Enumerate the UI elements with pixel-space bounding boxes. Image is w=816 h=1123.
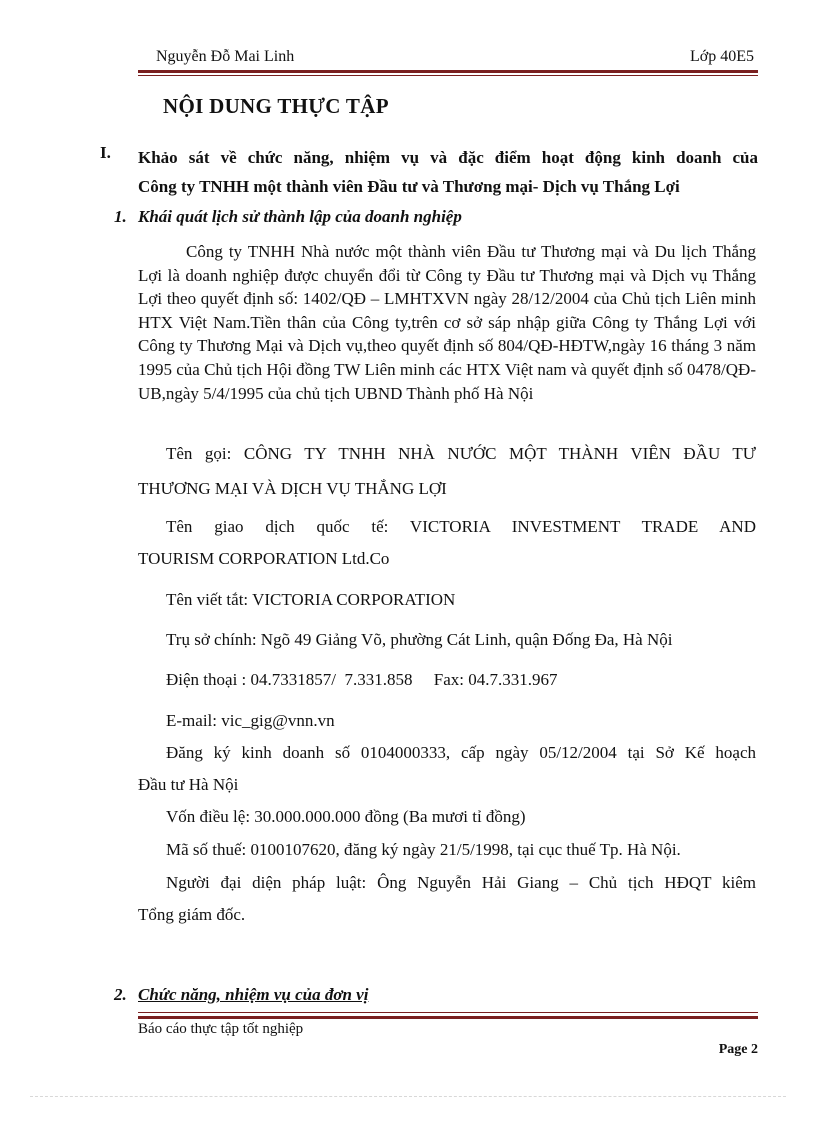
company-name-line1: Tên gọi: CÔNG TY TNHH NHÀ NƯỚC MỘT THÀNH VIÊN ĐẦU TƯ [166, 444, 756, 463]
subsection-heading: Khái quát lịch sử thành lập của doanh nghiệp [138, 207, 462, 226]
section-heading-line2: Công ty TNHH một thành viên Đầu tư và Thương mại- Dịch vụ Thắng Lợi [138, 177, 680, 196]
header-rule-thin [138, 75, 758, 76]
section-heading [138, 143, 758, 201]
header-rule-thick [138, 70, 758, 73]
charter-capital: Vốn điều lệ: 30.000.000.000 đồng (Ba mươi tỉ đồng) [166, 807, 526, 826]
representative-line2: Tổng giám đốc. [138, 905, 246, 924]
section-heading-line1: Khảo sát về chức năng, nhiệm vụ và đặc điểm hoạt động kinh doanh của [138, 148, 758, 167]
footer-rule-thin [138, 1012, 758, 1013]
intl-name-line2: TOURISM CORPORATION Ltd.Co [138, 549, 390, 568]
page-break-divider [30, 1096, 786, 1097]
footer-text: Báo cáo thực tập tốt nghiệp [138, 1021, 304, 1037]
subsection2-heading: Chức năng, nhiệm vụ của đơn vị [138, 985, 369, 1004]
company-name-line2: THƯƠNG MẠI VÀ DỊCH VỤ THẮNG LỢI [138, 479, 447, 498]
subsection2-number: 2. [114, 985, 127, 1004]
page-number: Page 2 [718, 1042, 758, 1057]
head-office-address: Trụ sở chính: Ngõ 49 Giảng Võ, phường Cát Linh, quận Đống Đa, Hà Nội [166, 630, 673, 649]
header-author: Nguyễn Đỗ Mai Linh [156, 48, 295, 65]
section-number: I. [100, 143, 111, 162]
intro-paragraph: Công ty TNHH Nhà nước một thành viên Đầu tư Thương mại và Du lịch Thắng Lợi là doanh nghiệp được chuyển đổi từ Công ty Đầu tư Thương mại và Dịch vụ Thắng Lợi theo quyết định số: 1402/QĐ – LMHTXVN ngày 28/12/2004 của Chủ tịch Liên minh HTX Việt Nam.Tiền thân của Công ty,trên cơ sở sáp nhập giữa Công ty Thắng Lợi với Công ty Thương Mại và Dịch vụ,theo quyết định số 804/QĐ-HĐTW,ngày 16 tháng 3 năm 1995 của Chủ tịch Hội đồng TW Liên minh các HTX Việt nam và quyết định số 0478/QĐ-UB,ngày 5/4/1995 của chủ tịch UBND Thành phố Hà Nội [138, 242, 756, 403]
intl-name-line1: Tên giao dịch quốc tế: VICTORIA INVESTMENT TRADE AND [166, 517, 756, 536]
abbrev-name: Tên viết tắt: VICTORIA CORPORATION [166, 590, 456, 609]
email: E-mail: vic_gig@vnn.vn [166, 711, 335, 730]
representative-line1: Người đại diện pháp luật: Ông Nguyễn Hải Giang – Chủ tịch HĐQT kiêm [166, 873, 756, 892]
phone-fax: Điện thoại : 04.7331857/ 7.331.858 Fax: 04.7.331.967 [166, 670, 558, 689]
header-class: Lớp 40E5 [689, 48, 754, 65]
registration-line1: Đăng ký kinh doanh số 0104000333, cấp ngày 05/12/2004 tại Sở Kế hoạch [166, 743, 756, 762]
registration-line2: Đầu tư Hà Nội [138, 775, 239, 794]
page-title: NỘI DUNG THỰC TẬP [163, 94, 389, 118]
subsection-number: 1. [114, 207, 127, 226]
footer-rule-thick [138, 1016, 758, 1019]
tax-code: Mã số thuế: 0100107620, đăng ký ngày 21/5/1998, tại cục thuế Tp. Hà Nội. [166, 840, 681, 859]
